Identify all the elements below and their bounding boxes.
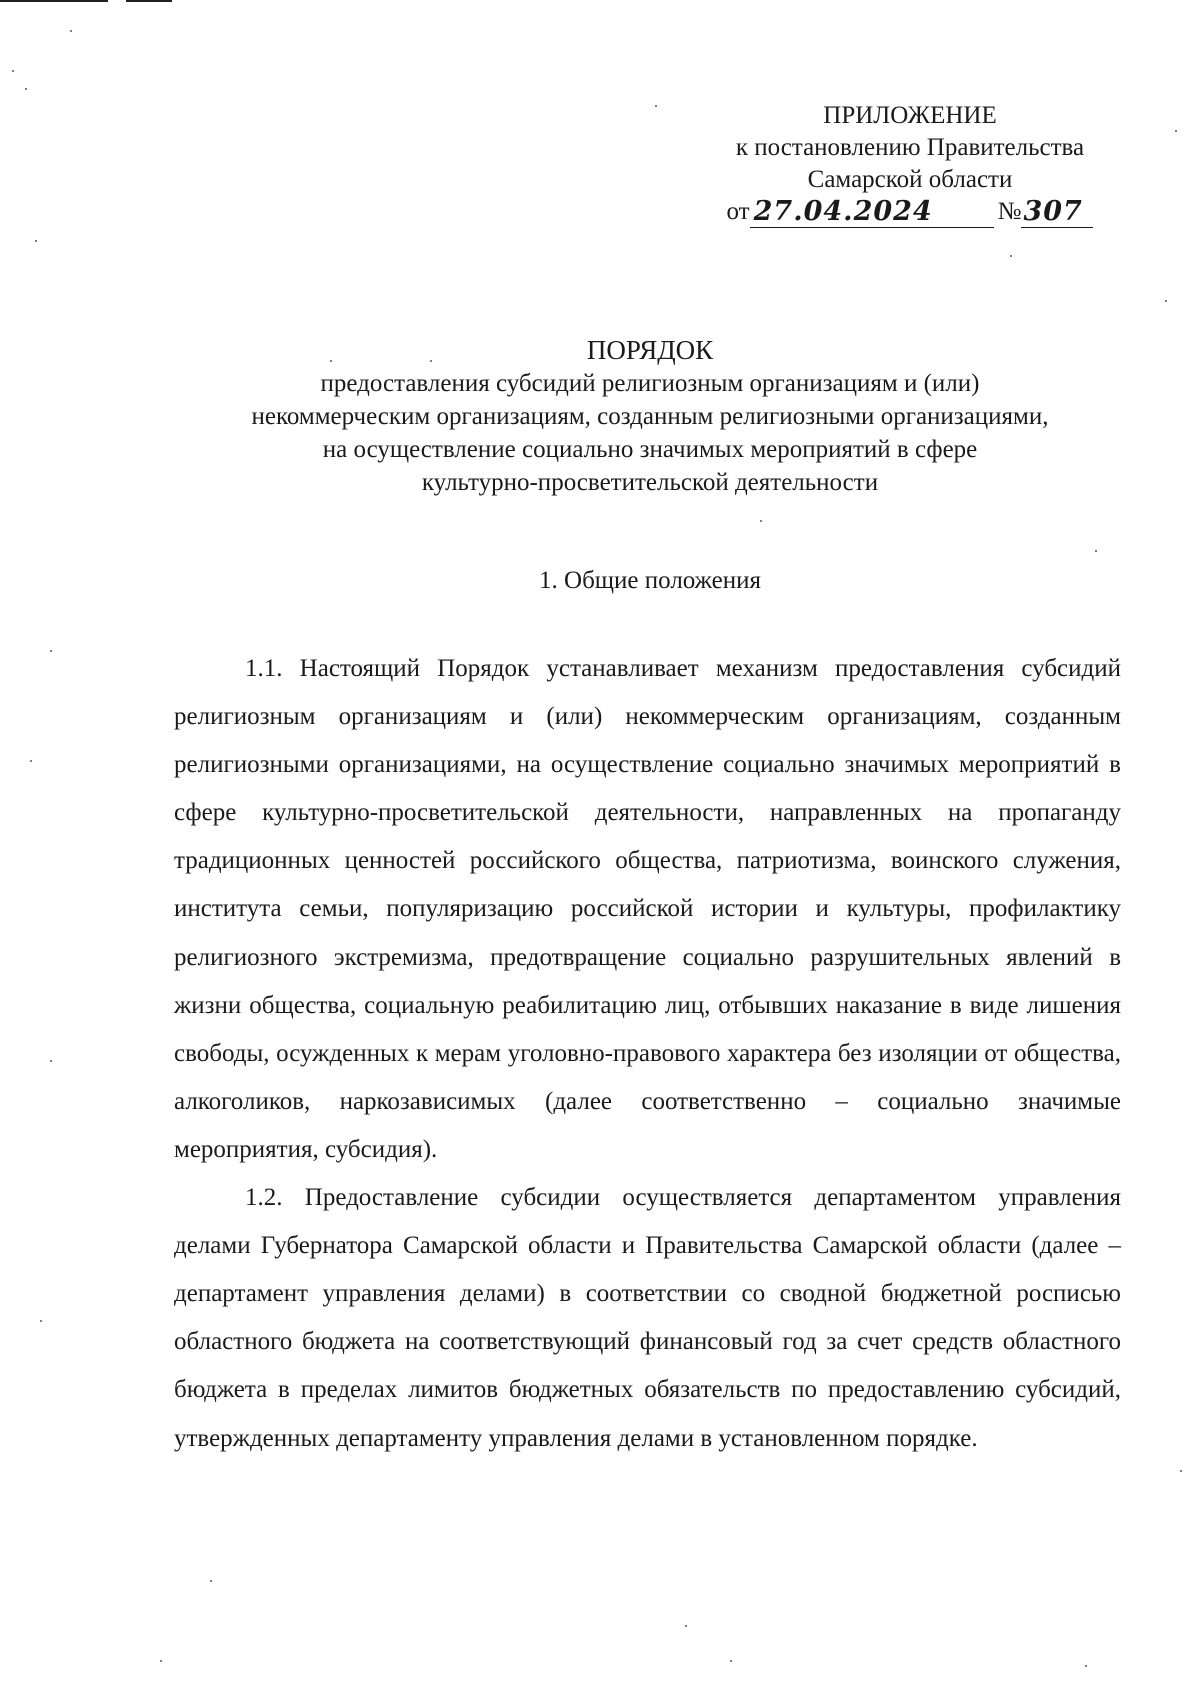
paragraph: 1.1. Настоящий Порядок устанавливает механизм предоставления субсидий религиозным организациям и (или) некоммерческим организациям, созданным религиозными организациями, на осуществление социально значимых мероприятий в сфере культурно-просветительской деятельности, направленных на пропаганду традиционных ценностей российского общества, патриотизма, воинского служения, института семьи, популяризацию российской истории и культуры, профилактику религиозного экстремизма, предотвращение социально разрушительных явлений в жизни общества, социальную реабилитацию лиц, отбывших наказание в виде лишения свободы, осужденных к мерам уголовно-правового характера без изоляции от общества, алкоголиков, наркозависимых (далее соответственно – социально значимые мероприятия, субсидия). xyxy=(174,655,1121,1163)
scan-edge-mark xyxy=(0,0,108,2)
scan-speck xyxy=(25,88,27,90)
scan-speck xyxy=(70,30,72,32)
scan-speck xyxy=(685,1625,687,1627)
document-subtitle-line: культурно-просветительской деятельности xyxy=(421,469,879,496)
scan-speck xyxy=(210,1580,212,1582)
scan-speck xyxy=(30,760,32,762)
handwritten-date: 27.04.2024 xyxy=(750,197,994,228)
scan-speck xyxy=(35,240,37,242)
section-heading: 1. Общие положения xyxy=(539,567,761,594)
scan-speck xyxy=(50,1060,52,1062)
paragraph: 1.2. Предоставление субсидии осуществляется департаментом управления делами Губернатора Самарской области и Правительства Самарской области (далее – департамент управления делами) в соответствии со сводной бюджетной росписью областного бюджета на соответствующий финансовый год за счет средств областного бюджета в пределах лимитов бюджетных обязательств по предоставлению субсидий, утвержденных департаменту управления делами в установленном порядке. xyxy=(174,1184,1121,1452)
scan-speck xyxy=(760,520,762,522)
scan-speck xyxy=(50,650,52,652)
date-prefix: от xyxy=(726,198,750,225)
scan-speck xyxy=(655,105,657,107)
scan-speck xyxy=(1095,550,1097,552)
handwritten-number: 307 xyxy=(1021,197,1093,228)
document-subtitle-line: некоммерческим организациям, созданным религиозными организациями, xyxy=(251,403,1049,430)
number-prefix: № xyxy=(997,198,1022,225)
scan-speck xyxy=(1175,130,1177,132)
document-title: ПОРЯДОК xyxy=(586,335,714,365)
scan-speck xyxy=(1165,300,1167,302)
scan-speck xyxy=(40,1320,42,1322)
scan-speck xyxy=(730,1660,732,1662)
document-subtitle-line: на осуществление социально значимых мероприятий в сфере xyxy=(322,436,978,463)
scan-speck xyxy=(160,1660,162,1662)
scan-edge-mark xyxy=(126,0,172,2)
body-text xyxy=(174,645,1121,1463)
document-title-block xyxy=(150,334,1150,499)
appendix-date-number-line xyxy=(690,196,1130,228)
appendix-line-region: Самарской области xyxy=(807,166,1013,193)
appendix-block xyxy=(690,100,1130,228)
appendix-heading: ПРИЛОЖЕНИЕ xyxy=(823,102,997,129)
document-subtitle-line: предоставления субсидий религиозным организациям и (или) xyxy=(320,370,980,397)
scan-speck xyxy=(1085,1665,1087,1667)
scan-speck xyxy=(330,360,332,362)
scan-speck xyxy=(1010,255,1012,257)
scan-speck xyxy=(1180,1470,1182,1472)
appendix-line-resolution: к постановлению Правительства xyxy=(735,134,1085,161)
scan-speck xyxy=(430,360,432,362)
scan-speck xyxy=(12,70,14,72)
